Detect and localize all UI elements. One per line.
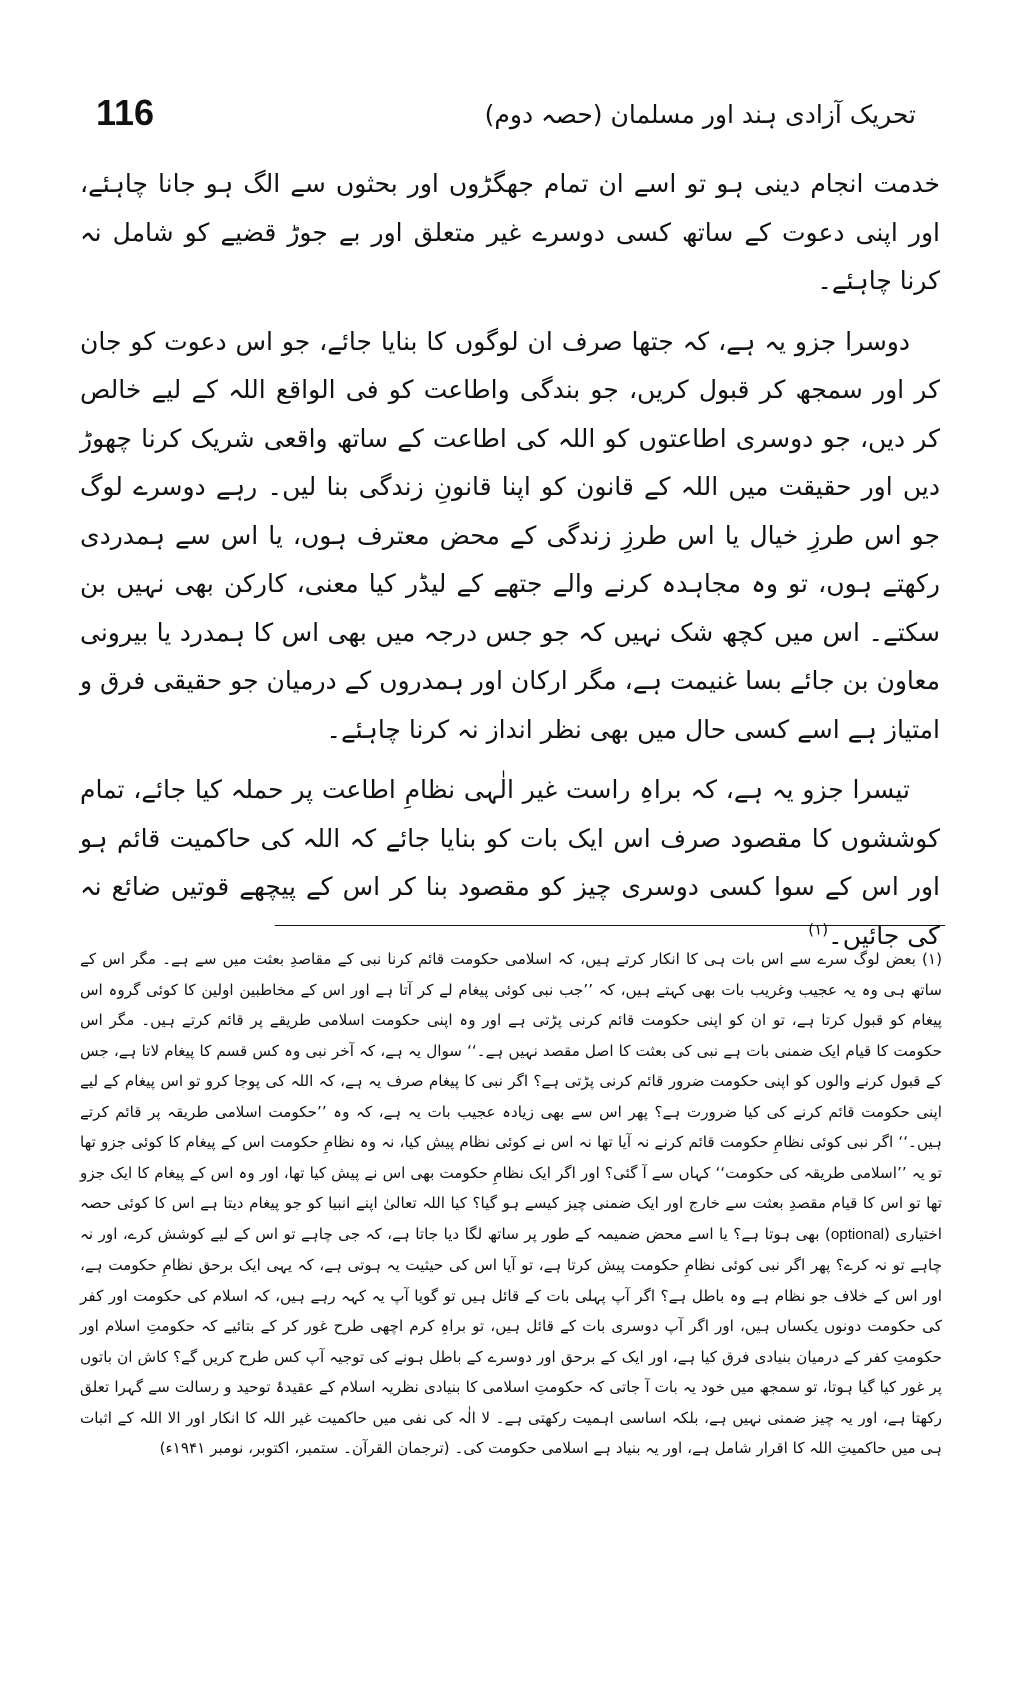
paragraph-2 bbox=[80, 318, 940, 755]
footnote-text bbox=[80, 944, 942, 1464]
footnote-latin-word: optional bbox=[830, 1225, 885, 1243]
footnote-text-a: (۱) بعض لوگ سرے سے اس بات ہی کا انکار کرتے ہیں، کہ اسلامی حکومت قائم کرنا نبی کے مقاصدِ بعثت میں سے ہے۔ مگر اس کے ساتھ ہی وہ یہ عجیب وغریب بات بھی کہتے ہیں، کہ ’’جب نبی کوئی پیغام لے کر آتا ہے اور اس کے مخاطبین اولین کا کوئی گروہ اس پیغام کو قبول کرتا ہے، تو ان کو اپنی حکومت قائم کرنی پڑتی ہے اور وہ اپنی حکومت اسلامی طریقے پر قائم کرتے ہیں۔ مگر اس حکومت کا قیام ایک ضمنی بات ہے نبی کی بعثت کا اصل مقصد نہیں ہے۔‘‘ سوال یہ ہے، کہ آخر نبی وہ کس قسم کا پیغام لاتا ہے، جس کے قبول کرنے والوں کو اپنی حکومت ضرور قائم کرنی پڑتی ہے؟ اگر نبی کا پیغام صرف یہ ہے، کہ اللہ کی پوجا کرو تو اس پیغام کے لیے اپنی حکومت قائم کرنے کی کیا ضرورت ہے؟ پھر اس سے بھی زیادہ عجیب بات یہ ہے، کہ وہ ’’حکومت اسلامی طریقہ پر قائم کرتے ہیں۔‘‘ اگر نبی کوئی نظامِ حکومت قائم کرنے نہ آیا تھا نہ اس نے کوئی نظام پیش کیا، نہ وہ نظامِ حکومت اس کے پیغام کا کوئی جزو تھا تو یہ ’’اسلامی طریقہ کی حکومت‘‘ کہاں سے آ گئی؟ اور اگر ایک نظامِ حکومت بھی اس نے پیش کیا تھا، اور وہ اس کے پیغام کا ایک جزو تھا تو اس کا قیام مقصدِ بعثت سے خارج اور ایک ضمنی چیز کیسے ہو گیا؟ کیا اللہ تعالیٰ اپنے انبیا کو جو پیغام دیتا ہے اس کا کوئی حصہ اختیاری ( bbox=[80, 950, 942, 1243]
footnote-citation: (ترجمان القرآن۔ ستمبر، اکتوبر، نومبر ۱۹۴۱ء) bbox=[159, 1439, 450, 1457]
page-number: 116 bbox=[96, 92, 155, 133]
footnote-reference: (۱) bbox=[808, 920, 829, 939]
paragraph-1 bbox=[80, 160, 940, 306]
main-text bbox=[80, 160, 940, 960]
paragraph-2-text: دوسرا جزو یہ ہے، کہ جتھا صرف ان لوگوں کا بنایا جائے، جو اس دعوت کو جان کر اور سمجھ کر قبول کریں، جو بندگی واطاعت کو فی الواقع اللہ کے لیے خالص کر دیں، جو دوسری اطاعتوں کو اللہ کی اطاعت کے ساتھ واقعی شریک کرنا چھوڑ دیں اور حقیقت میں اللہ کے قانون کو اپنا قانونِ زندگی بنا لیں۔ رہے دوسرے لوگ جو اس طرزِ خیال یا اس طرزِ زندگی کے محض معترف ہوں، یا اس سے ہمدردی رکھتے ہوں، تو وہ مجاہدہ کرنے والے جتھے کے لیڈر کیا معنی، کارکن بھی نہیں بن سکتے۔ اس میں کچھ شک نہیں کہ جو جس درجہ میں بھی اس کا ہمدرد یا بیرونی معاون بن جائے بسا غنیمت ہے، مگر ارکان اور ہمدروں کے درمیان جو حقیقی فرق و امتیاز ہے اسے کسی حال میں بھی نظر انداز نہ کرنا چاہئے۔ bbox=[80, 326, 940, 744]
running-head: تحریک آزادی ہند اور مسلمان (حصہ دوم) bbox=[484, 100, 916, 129]
footnote-text-b: ) بھی ہوتا ہے؟ یا اسے محض ضمیمہ کے طور پر ساتھ لگا دیا جاتا ہے، کہ جی چاہے تو اس کے لیے کوشش کرے، اور نہ چاہے تو نہ کرے؟ پھر اگر نبی کوئی نظامِ حکومت پیش کرتا ہے، تو آیا اس کی حیثیت یہ ہوتی ہے، کہ یہی ایک برحق نظامِ حکومت ہے، اور اس کے خلاف جو نظام ہے وہ باطل ہے؟ اگر آپ پہلی بات کے قائل ہیں تو گویا آپ یہ کہہ رہے ہیں، کہ اسلام کی حکومت اور کفر کی حکومت دونوں یکساں ہیں، اور اگر آپ دوسری بات کے قائل ہیں، تو براہِ کرم اچھی طرح غور کر کے بتائیے کہ حکومتِ اسلام اور حکومتِ کفر کے درمیان بنیادی فرق کیا ہے، اور ایک کے برحق اور دوسرے کے باطل ہونے کی توجیہ آپ کس طرح کریں گے؟ کاش ان باتوں پر غور کیا گیا ہوتا، تو سمجھ میں خود یہ بات آ جاتی کہ حکومتِ اسلامی کا بنیادی نظریہ اسلام کے عقیدۂ توحید و رسالت سے گہرا تعلق رکھتا ہے، اور یہ چیز ضمنی نہیں ہے، بلکہ اساسی اہمیت رکھتی ہے۔ لا الٰہ کی نفی میں حاکمیت غیر اللہ کا انکار اور الا اللہ کے اثبات ہی میں حاکمیتِ اللہ کا اقرار شامل ہے، اور یہ بنیاد ہے اسلامی حکومت کی۔ bbox=[80, 1224, 942, 1457]
paragraph-3-text: تیسرا جزو یہ ہے، کہ براہِ راست غیر الٰہی نظامِ اطاعت پر حملہ کیا جائے، تمام کوششوں کا مقصود صرف اس ایک بات کو بنایا جائے کہ اللہ کی حاکمیت قائم ہو اور اس کے سوا کسی دوسری چیز کو مقصود بنا کر اس کے پیچھے قوتیں ضائع نہ کی جائیں۔ bbox=[80, 775, 940, 950]
paragraph-3 bbox=[80, 766, 940, 960]
footnote-divider bbox=[275, 925, 945, 926]
footnote bbox=[80, 944, 942, 1464]
paragraph-1-text: خدمت انجام دینی ہو تو اسے ان تمام جھگڑوں اور بحثوں سے الگ ہو جانا چاہئے، اور اپنی دعوت کے ساتھ کسی دوسرے غیر متعلق اور بے جوڑ قضیے کو شامل نہ کرنا چاہئے۔ bbox=[80, 169, 940, 295]
